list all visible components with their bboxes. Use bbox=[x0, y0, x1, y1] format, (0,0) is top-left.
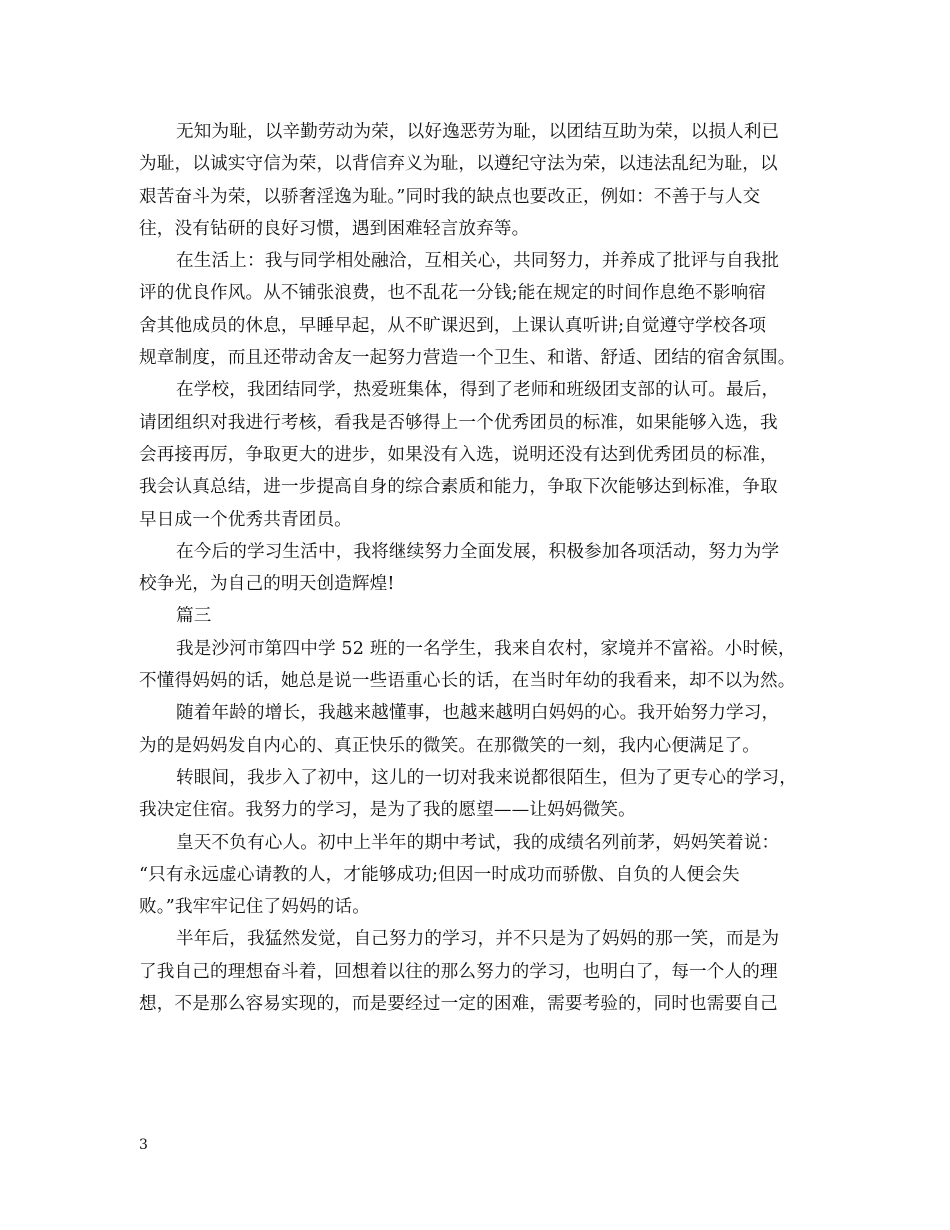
text-line: 早日成一个优秀共青团员。 bbox=[139, 509, 352, 530]
text-line: 规章制度，而且还带动舍友一起努力营造一个卫生、和谐、舒适、团结的宿舍氛围。 bbox=[139, 348, 796, 369]
text-line: 我会认真总结，进一步提高自身的综合素质和能力，争取下次能够达到标准，争取 bbox=[139, 477, 778, 498]
text-line: 艰苦奋斗为荣，以骄奢淫逸为耻。”同时我的缺点也要改正，例如：不善于与人交 bbox=[139, 186, 761, 207]
text-line: 在今后的学习生活中，我将继续努力全面发展，积极参加各项活动，努力为学 bbox=[176, 541, 780, 562]
text-line: 我是沙河市第四中学 52 班的一名学生，我来自农村，家境并不富裕。小时候， bbox=[176, 638, 796, 659]
text-line: 为耻，以诚实守信为荣，以背信弃义为耻，以遵纪守法为荣，以违法乱纪为耻，以 bbox=[139, 154, 778, 175]
text-line: 在学校，我团结同学，热爱班集体，得到了老师和班级团支部的认可。最后， bbox=[176, 380, 780, 401]
text-line: 往，没有钻研的良好习惯，遇到困难轻言放弃等。 bbox=[139, 218, 530, 239]
text-line: 舍其他成员的休息，早睡早起，从不旷课迟到，上课认真听讲;自觉遵守学校各项 bbox=[139, 315, 767, 336]
text-line: 会再接再厉，争取更大的进步，如果没有入选，说明还没有达到优秀团员的标准， bbox=[139, 444, 778, 465]
text-line: 皇天不负有心人。初中上半年的期中考试，我的成绩名列前茅，妈妈笑着说： bbox=[176, 832, 780, 853]
text-line: 转眼间，我步入了初中，这儿的一切对我来说都很陌生，但为了更专心的学习， bbox=[176, 767, 798, 788]
text-line: 无知为耻，以辛勤劳动为荣，以好逸恶劳为耻，以团结互助为荣，以损人利已 bbox=[176, 122, 780, 142]
text-line: 了我自己的理想奋斗着，回想着以往的那么努力的学习，也明白了，每一个人的理 bbox=[139, 961, 778, 982]
body-text bbox=[139, 116, 811, 1020]
page-number: 3 bbox=[139, 1137, 148, 1153]
text-line: 半年后，我猛然发觉，自己努力的学习，并不只是为了妈妈的那一笑，而是为 bbox=[176, 929, 780, 950]
text-line: 请团组织对我进行考核，看我是否够得上一个优秀团员的标准，如果能够入选，我 bbox=[139, 412, 778, 433]
text-line: 在生活上：我与同学相处融洽，互相关心，共同努力，并养成了批评与自我批 bbox=[176, 251, 780, 272]
text-line: 评的优良作风。从不铺张浪费，也不乱花一分钱;能在规定的时间作息绝不影响宿 bbox=[139, 283, 767, 304]
text-line: 败。”我牢牢记住了妈妈的话。 bbox=[139, 897, 371, 918]
text-line: 校争光，为自己的明天创造辉煌! bbox=[139, 574, 395, 595]
text-line: 想，不是那么容易实现的，而是要经过一定的困难，需要考验的，同时也需要自己 bbox=[139, 994, 778, 1015]
text-line: 随着年龄的增长，我越来越懂事，也越来越明白妈妈的心。我开始努力学习， bbox=[176, 703, 780, 724]
text-line: 为的是妈妈发自内心的、真正快乐的微笑。在那微笑的一刻，我内心便满足了。 bbox=[139, 735, 761, 756]
text-line: 我决定住宿。我努力的学习，是为了我的愿望——让妈妈微笑。 bbox=[139, 800, 636, 821]
text-line: “只有永远虚心请教的人，才能够成功;但因一时成功而骄傲、自负的人便会失 bbox=[139, 864, 740, 885]
text-line: 不懂得妈妈的话，她总是说一些语重心长的话，在当时年幼的我看来，却不以为然。 bbox=[139, 671, 796, 692]
text-line: 篇三 bbox=[176, 606, 212, 627]
